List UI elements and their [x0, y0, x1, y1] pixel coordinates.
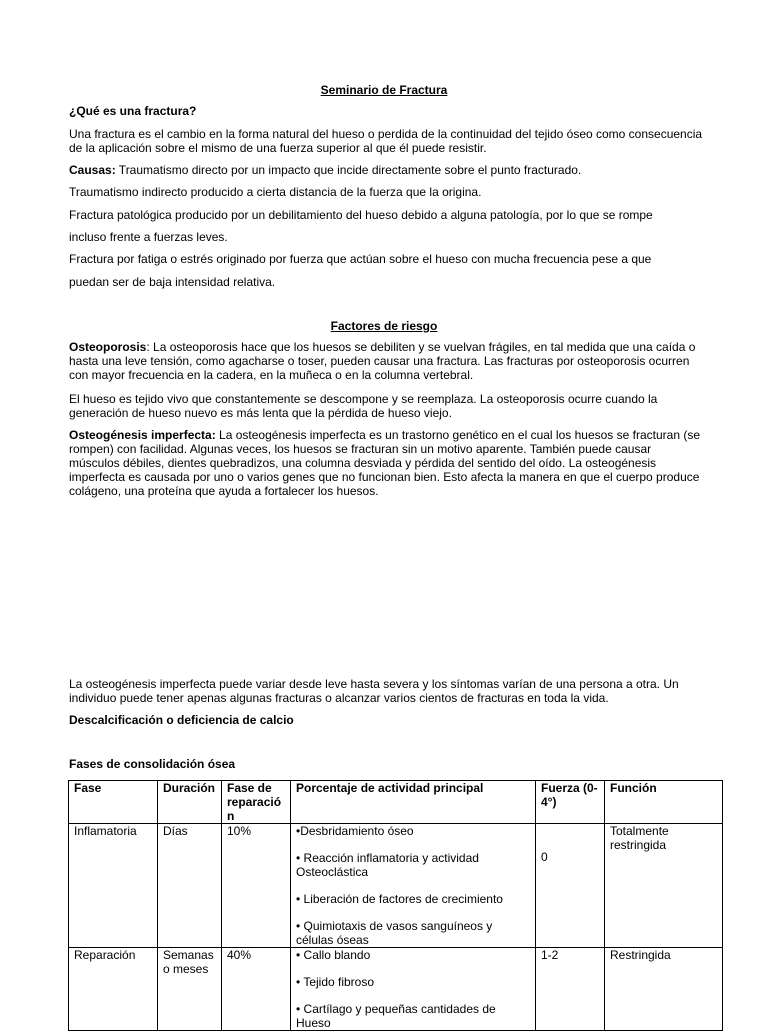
activity-item: • Reacción inflamatoria y actividad Osteoclástica — [296, 851, 479, 879]
cell-reparacion: 40% — [222, 948, 291, 1031]
risk-factors-title: Factores de riesgo — [330, 319, 438, 333]
header-funcion: Función — [605, 781, 723, 824]
activity-item: • Liberación de factores de crecimiento — [296, 892, 503, 906]
header-fase-reparacion: Fase de reparació n — [222, 781, 291, 824]
cell-duracion: Días — [158, 824, 222, 948]
definition-paragraph: Una fractura es el cambio en la forma natural del hueso o perdida de la continuidad del tejido óseo como consecuencia de la aplicación sobre el mismo de una fuerza superior al que él puede resistir. — [69, 127, 703, 155]
activity-item: • Callo blando — [296, 948, 371, 962]
osteoporosis-paragraph — [69, 340, 703, 382]
cell-fuerza: 1-2 — [536, 948, 605, 1031]
table-row — [69, 948, 723, 1031]
cell-duracion: Semanas o meses — [158, 948, 222, 1031]
activity-item: • Cartílago y pequeñas cantidades de Hueso — [296, 1002, 496, 1030]
cell-reparacion: 10% — [222, 824, 291, 948]
activity-item: • Quimiotaxis de vasos sanguíneos y células óseas — [296, 919, 493, 947]
phases-heading: Fases de consolidación ósea — [69, 757, 236, 771]
cause-fatigue-line-2: puedan ser de baja intensidad relativa. — [69, 275, 276, 289]
cell-funcion: Totalmente restringida — [605, 824, 723, 948]
table-header-row — [69, 781, 723, 824]
activity-item: • Tejido fibroso — [296, 975, 375, 989]
header-fase: Fase — [69, 781, 158, 824]
cell-funcion: Restringida — [605, 948, 723, 1031]
decalcification-heading: Descalcificación o deficiencia de calcio — [69, 713, 294, 727]
osteogenesis-paragraph — [69, 428, 703, 498]
cell-fuerza — [536, 824, 605, 948]
bone-tissue-paragraph: El hueso es tejido vivo que constantemente se descompone y se reemplaza. La osteoporosis ocurre cuando la generación de hueso nuevo es más lenta que la pérdida de hueso viejo. — [69, 392, 658, 420]
cell-actividad — [291, 824, 536, 948]
cause-indirect: Traumatismo indirecto producido a cierta distancia de la fuerza que la origina. — [69, 185, 482, 199]
osteogenesis-variation-paragraph: La osteogénesis imperfecta puede variar desde leve hasta severa y los síntomas varían de una persona a otra. Un individuo puede tener apenas algunas fracturas o alcanzar varios cientos de fracturas en toda la vida. — [69, 677, 679, 705]
phases-table — [68, 780, 723, 1031]
header-porcentaje-actividad: Porcentaje de actividad principal — [291, 781, 536, 824]
question-heading: ¿Qué es una fractura? — [69, 104, 197, 118]
cause-pathologic-line-2: incluso frente a fuerzas leves. — [69, 230, 228, 244]
osteoporosis-text: : La osteoporosis hace que los huesos se debiliten y se vuelvan frágiles, en tal medida que una caída o hasta una leve tensión, como agacharse o toser, pueden causar una fractura. Las fracturas por osteoporosis ocurren con mayor frecuencia en la cadera, en la muñeca o en la columna vertebral. — [69, 340, 696, 382]
table-row — [69, 824, 723, 948]
header-duracion: Duración — [158, 781, 222, 824]
causes-paragraph — [69, 163, 703, 177]
osteogenesis-label: Osteogénesis imperfecta: — [69, 428, 216, 442]
document-title: Seminario de Fractura — [320, 83, 448, 97]
cell-fase: Inflamatoria — [69, 824, 158, 948]
cause-pathologic-line-1: Fractura patológica producido por un debilitamiento del hueso debido a alguna patología, por lo que se rompe — [69, 208, 653, 222]
fuerza-value: 0 — [541, 850, 548, 864]
causes-label: Causas: — [69, 163, 116, 177]
cause-fatigue-line-1: Fractura por fatiga o estrés originado por fuerza que actúan sobre el hueso con mucha frecuencia pese a que — [69, 252, 652, 266]
osteogenesis-text: La osteogénesis imperfecta es un trastorno genético en el cual los huesos se fracturan (se rompen) con facilidad. Algunas veces, los huesos se fracturan sin un motivo aparente. También puede causar músculos débiles, dientes quebradizos, una columna desviada y pérdida del sentido del oído. La osteogénesis imperfecta es causada por uno o varios genes que no funcionan bien. Esto afecta la manera en que el cuerpo produce colágeno, una proteína que ayuda a fortalecer los huesos. — [69, 428, 700, 498]
activity-item: •Desbridamiento óseo — [296, 824, 414, 838]
causes-text: Traumatismo directo por un impacto que incide directamente sobre el punto fracturado. — [115, 163, 582, 177]
cell-fase: Reparación — [69, 948, 158, 1031]
osteoporosis-label: Osteoporosis — [69, 340, 147, 354]
header-fuerza: Fuerza (0- 4°) — [536, 781, 605, 824]
cell-actividad — [291, 948, 536, 1031]
